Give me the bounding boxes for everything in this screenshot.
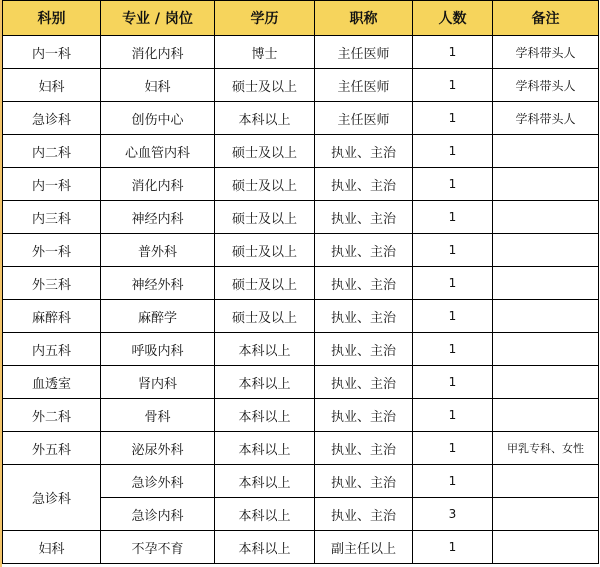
cell-title[interactable]: 执业、主治 [315,267,413,300]
cell-major[interactable]: 急诊内科 [101,498,215,531]
cell-education[interactable]: 硕士及以上 [215,267,315,300]
cell-major[interactable]: 消化内科 [101,168,215,201]
cell-major[interactable]: 神经外科 [101,267,215,300]
cell-note[interactable] [493,135,599,168]
cell-dept[interactable]: 内五科 [3,333,101,366]
cell-major[interactable]: 不孕不育 [101,531,215,564]
table-row [3,333,599,366]
cell-count[interactable]: 1 [413,36,493,69]
cell-major[interactable]: 急诊外科 [101,465,215,498]
table-row [3,201,599,234]
cell-dept[interactable]: 外五科 [3,432,101,465]
cell-count[interactable]: 1 [413,432,493,465]
cell-note[interactable] [493,366,599,399]
table-row [3,300,599,333]
cell-count[interactable]: 1 [413,102,493,135]
cell-education[interactable]: 本科以上 [215,465,315,498]
cell-education[interactable]: 博士 [215,36,315,69]
cell-count[interactable]: 3 [413,498,493,531]
header-count[interactable]: 人数 [413,1,493,36]
cell-note[interactable] [493,267,599,300]
header-note[interactable]: 备注 [493,1,599,36]
table-row [3,366,599,399]
header-major[interactable]: 专业 / 岗位 [101,1,215,36]
cell-dept[interactable]: 急诊科 [3,102,101,135]
table-row [3,267,599,300]
cell-education[interactable]: 本科以上 [215,366,315,399]
cell-education[interactable]: 硕士及以上 [215,69,315,102]
cell-count[interactable]: 1 [413,234,493,267]
cell-major[interactable]: 肾内科 [101,366,215,399]
cell-count[interactable]: 1 [413,69,493,102]
cell-education[interactable]: 本科以上 [215,399,315,432]
cell-note[interactable] [493,201,599,234]
cell-count[interactable]: 1 [413,366,493,399]
cell-dept[interactable]: 妇科 [3,69,101,102]
header-row [3,1,599,36]
cell-title[interactable]: 执业、主治 [315,465,413,498]
table-row [3,36,599,69]
cell-dept[interactable]: 内三科 [3,201,101,234]
header-dept[interactable]: 科别 [3,1,101,36]
cell-note[interactable]: 学科带头人 [493,69,599,102]
cell-dept[interactable]: 外三科 [3,267,101,300]
cell-count[interactable]: 1 [413,168,493,201]
table-row [3,531,599,564]
cell-count[interactable]: 1 [413,333,493,366]
table-row [3,465,599,498]
table-row [3,69,599,102]
header-title[interactable]: 职称 [315,1,413,36]
cell-dept[interactable]: 内一科 [3,168,101,201]
cell-dept[interactable]: 外一科 [3,234,101,267]
cell-title[interactable]: 执业、主治 [315,366,413,399]
cell-education[interactable]: 本科以上 [215,531,315,564]
cell-major[interactable]: 普外科 [101,234,215,267]
table-row [3,432,599,465]
cell-title[interactable]: 执业、主治 [315,201,413,234]
cell-dept[interactable]: 内二科 [3,135,101,168]
cell-education[interactable]: 硕士及以上 [215,135,315,168]
cell-education[interactable]: 硕士及以上 [215,234,315,267]
cell-title[interactable]: 执业、主治 [315,399,413,432]
cell-title[interactable]: 副主任以上 [315,531,413,564]
cell-dept[interactable]: 急诊科 [3,465,101,531]
cell-count[interactable]: 1 [413,135,493,168]
cell-count[interactable]: 1 [413,531,493,564]
cell-dept[interactable]: 外二科 [3,399,101,432]
cell-note[interactable] [493,300,599,333]
cell-title[interactable]: 执业、主治 [315,432,413,465]
cell-major[interactable]: 骨科 [101,399,215,432]
cell-note[interactable] [493,168,599,201]
cell-major[interactable]: 心血管内科 [101,135,215,168]
cell-title[interactable]: 执业、主治 [315,300,413,333]
cell-major[interactable]: 创伤中心 [101,102,215,135]
cell-education[interactable]: 硕士及以上 [215,300,315,333]
cell-major[interactable]: 妇科 [101,69,215,102]
cell-dept[interactable]: 麻醉科 [3,300,101,333]
cell-note[interactable] [493,333,599,366]
cell-note[interactable] [493,465,599,498]
cell-dept[interactable]: 内一科 [3,36,101,69]
cell-note[interactable]: 学科带头人 [493,36,599,69]
cell-major[interactable]: 麻醉学 [101,300,215,333]
cell-education[interactable]: 本科以上 [215,498,315,531]
cell-note[interactable]: 学科带头人 [493,102,599,135]
cell-count[interactable]: 1 [413,201,493,234]
recruitment-table [2,0,599,564]
cell-note[interactable]: 甲乳专科、女性 [493,432,599,465]
cell-education[interactable]: 本科以上 [215,333,315,366]
cell-education[interactable]: 本科以上 [215,102,315,135]
header-education[interactable]: 学历 [215,1,315,36]
cell-count[interactable]: 1 [413,300,493,333]
cell-count[interactable]: 1 [413,399,493,432]
cell-count[interactable]: 1 [413,267,493,300]
cell-title[interactable]: 执业、主治 [315,333,413,366]
cell-count[interactable]: 1 [413,465,493,498]
cell-title[interactable]: 执业、主治 [315,135,413,168]
cell-major[interactable]: 消化内科 [101,36,215,69]
cell-title[interactable]: 主任医师 [315,102,413,135]
cell-note[interactable] [493,498,599,531]
cell-dept[interactable]: 妇科 [3,531,101,564]
cell-education[interactable]: 本科以上 [215,432,315,465]
cell-education[interactable]: 硕士及以上 [215,168,315,201]
cell-title[interactable]: 执业、主治 [315,234,413,267]
cell-title[interactable]: 执业、主治 [315,168,413,201]
cell-title[interactable]: 执业、主治 [315,498,413,531]
table-row [3,168,599,201]
cell-note[interactable] [493,399,599,432]
cell-dept[interactable]: 血透室 [3,366,101,399]
table-row [3,234,599,267]
cell-note[interactable] [493,234,599,267]
cell-title[interactable]: 主任医师 [315,69,413,102]
cell-education[interactable]: 硕士及以上 [215,201,315,234]
table-row [3,135,599,168]
table-row [3,102,599,135]
cell-major[interactable]: 呼吸内科 [101,333,215,366]
cell-title[interactable]: 主任医师 [315,36,413,69]
cell-note[interactable] [493,531,599,564]
cell-major[interactable]: 泌尿外科 [101,432,215,465]
cell-major[interactable]: 神经内科 [101,201,215,234]
table-row [3,399,599,432]
